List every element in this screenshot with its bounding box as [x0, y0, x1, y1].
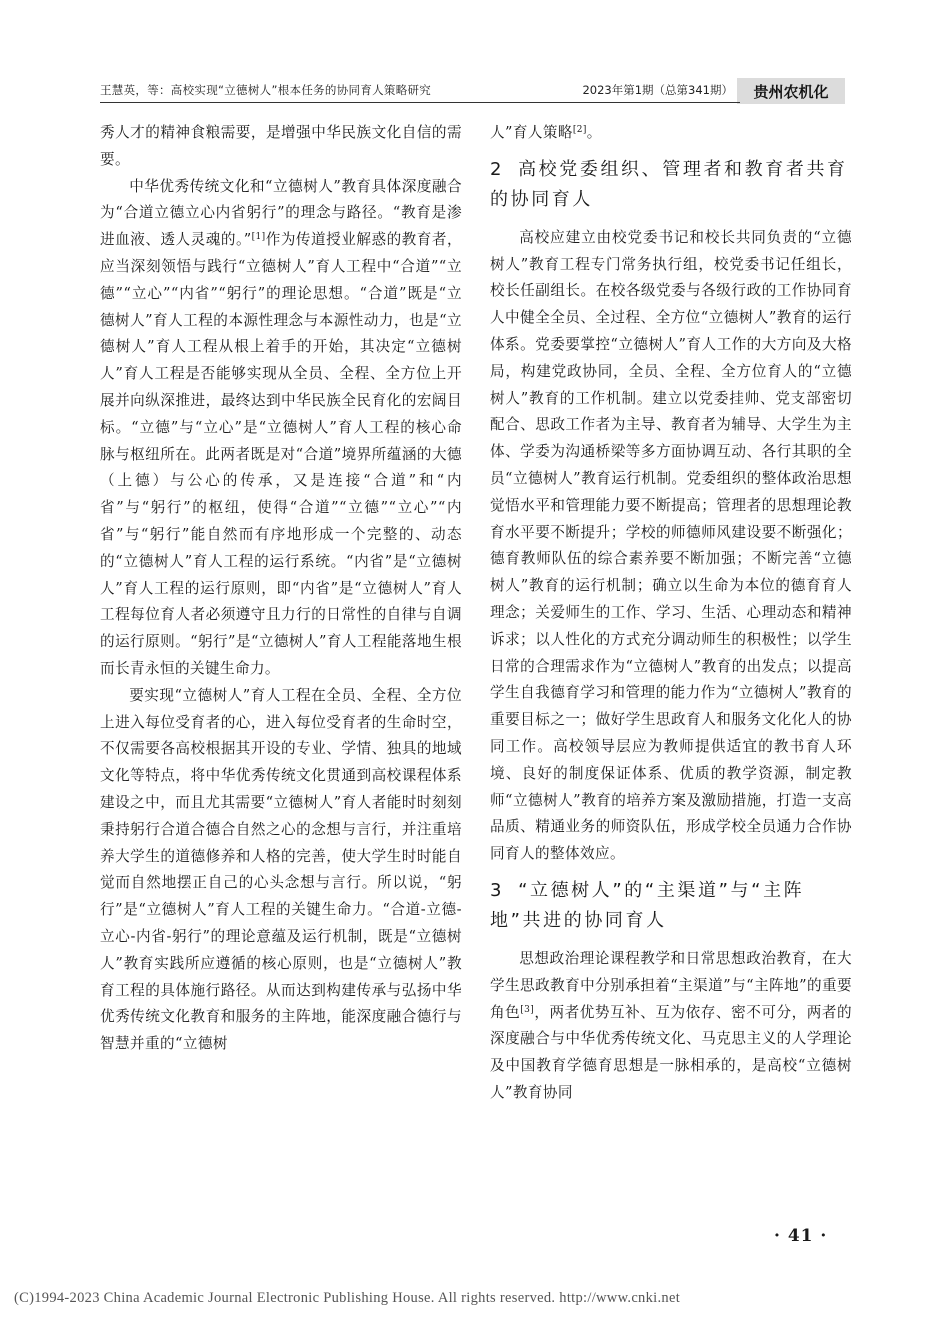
citation-ref-3[interactable]: [3]	[520, 1004, 535, 1015]
header-authors-title: 王慧英，等：高校实现“立德树人”根本任务的协同育人策略研究	[100, 83, 432, 97]
running-header	[100, 78, 845, 108]
section-title: 高校党委组织、管理者和教育者共育的协同育人	[490, 158, 848, 210]
paragraph-text: 思想政治理论课程教学和日常思想政治教育，在大学生思政教育中分别承担着“主渠道”与“主阵地”的重要角色	[490, 949, 852, 1021]
paragraph-main-channel	[490, 946, 852, 1107]
section-number: 3	[490, 879, 505, 901]
journal-name-badge: 贵州农机化	[737, 78, 845, 104]
paragraph-text: 中华优秀传统文化和“立德树人”教育具体深度融合为“合道立德立心内省躬行”的理念与路径。“教育是渗进血液、透人灵魂的。”	[100, 177, 462, 249]
paragraph-continuation: 秀人才的精神食粮需要，是增强中华民族文化自信的需要。	[100, 124, 462, 168]
left-column	[100, 120, 462, 1058]
paragraph-implementation: 要实现“立德树人”育人工程在全员、全程、全方位上进入每位受育者的心，进入每位受育者的生命时空，不仅需要各高校根据其开设的专业、学情、独具的地域文化等特点，将中华优秀传统文化贯通到高校课程体系建设之中，而且尤其需要“立德树人”育人者能时时刻刻秉持躬行合道合德合自然之心的念想与言行，并注重培养大学生的道德修养和人格的完善，使大学生时时能自觉而自然地摆正自己的心头念想与言行。所以说，“躬行”是“立德树人”育人工程的关键生命力。“合道-立德-立心-内省-躬行”的理论意蕴及运行机制，既是“立德树人”教育实践所应遵循的核心原则，也是“立德树人”教育工程的具体施行路径。从而达到构建传承与弘扬中华优秀传统文化教育和服务的主阵地，能深度融合德行与智慧并重的“立德树	[100, 686, 462, 1053]
citation-ref-1[interactable]: [1]	[251, 232, 266, 243]
section-title: “立德树人”的“主渠道”与“主阵地”共进的协同育人	[490, 879, 805, 931]
citation-ref-2[interactable]: [2]	[572, 125, 587, 135]
paragraph-text: 人”育人策略	[490, 124, 573, 141]
page-number: · 41 ·	[774, 1226, 828, 1246]
paragraph-text: 。	[586, 124, 602, 141]
section-number: 2	[490, 158, 505, 180]
section-heading-2	[490, 155, 852, 215]
paragraph-text: 作为传道授业解惑的教育者，应当深刻领悟与践行“立德树人”育人工程中“合道”“立德”“立心”“内省”“躬行”的理论思想。“合道”既是“立德树人”育人工程的本源性理念与本源性动力，也是“立德树人”育人工程从根上着手的开始，其决定“立德树人”育人工程是否能够实现从全员、全程、全方位上开展并向纵深推进，最终达到中华民族全民育化的宏阔目标。“立德”与“立心”是“立德树人”育人工程的核心命脉与枢纽所在。此两者既是对“合道”境界所蕴涵的大德（上德）与公心的传承，又是连接“合道”和“内省”与“躬行”的枢纽，使得“合道”“立德”“立心”“内省”与“躬行”能自然而有序地形成一个完整的、动态的“立德树人”育人工程的运行系统。“内省”是“立德树人”育人工程的运行原则，即“内省”是“立德树人”育人工程每位育人者必须遵守且力行的日常性的自律与自调的运行原则。“躬行”是“立德树人”育人工程能落地生根而长青永恒的关键生命力。	[100, 231, 462, 677]
copyright-footer: (C)1994-2023 China Academic Journal Electronic Publishing House. All rights reserved. http://www.cnki.net	[14, 1290, 681, 1306]
header-issue: 2023年第1期（总第341期）	[582, 83, 733, 97]
right-column	[490, 120, 852, 1107]
header-rule	[100, 102, 740, 103]
section-heading-3	[490, 876, 852, 936]
paragraph-text: ，两者优势互补、互为依存、密不可分，两者的深度融合与中华优秀传统文化、马克思主义的人学理论及中国教育学德育思想是一脉相承的，是高校“立德树人”教育协同	[490, 1003, 852, 1101]
paragraph-integration	[100, 174, 462, 683]
paragraph-party-committee: 高校应建立由校党委书记和校长共同负责的“立德树人”教育工程专门常务执行组，校党委书记任组长，校长任副组长。在校各级党委与各级行政的工作协同育人中健全全员、全过程、全方位“立德树人”教育的运行体系。党委要掌控“立德树人”育人工作的大方向及大格局，构建党政协同，全员、全程、全方位育人的“立德树人”教育的工作机制。建立以党委挂帅、党支部密切配合、思政工作者为主导、教育者为辅导、大学生为主体、学委为沟通桥梁等多方面协调互动、各行其职的全员“立德树人”教育运行机制。党委组织的整体政治思想觉悟水平和管理能力要不断提高；管理者的思想理论教育水平要不断提升；学校的师德师风建设要不断强化；德育教师队伍的综合素养要不断加强；不断完善“立德树人”教育的运行机制；确立以生命为本位的德育育人理念；关爱师生的工作、学习、生活、心理动态和精神诉求；以人性化的方式充分调动师生的积极性；以学生日常的合理需求作为“立德树人”教育的出发点；以提高学生自我德育学习和管理的能力作为“立德树人”教育的重要目标之一；做好学生思政育人和服务文化化人的协同工作。高校领导层应为教师提供适宜的教书育人环境、良好的制度保证体系、优质的教学资源，制定教师“立德树人”教育的培养方案及激励措施，打造一支高品质、精通业务的师资队伍，形成学校全员通力合作协同育人的整体效应。	[490, 228, 852, 863]
paragraph-continuation	[490, 120, 852, 147]
